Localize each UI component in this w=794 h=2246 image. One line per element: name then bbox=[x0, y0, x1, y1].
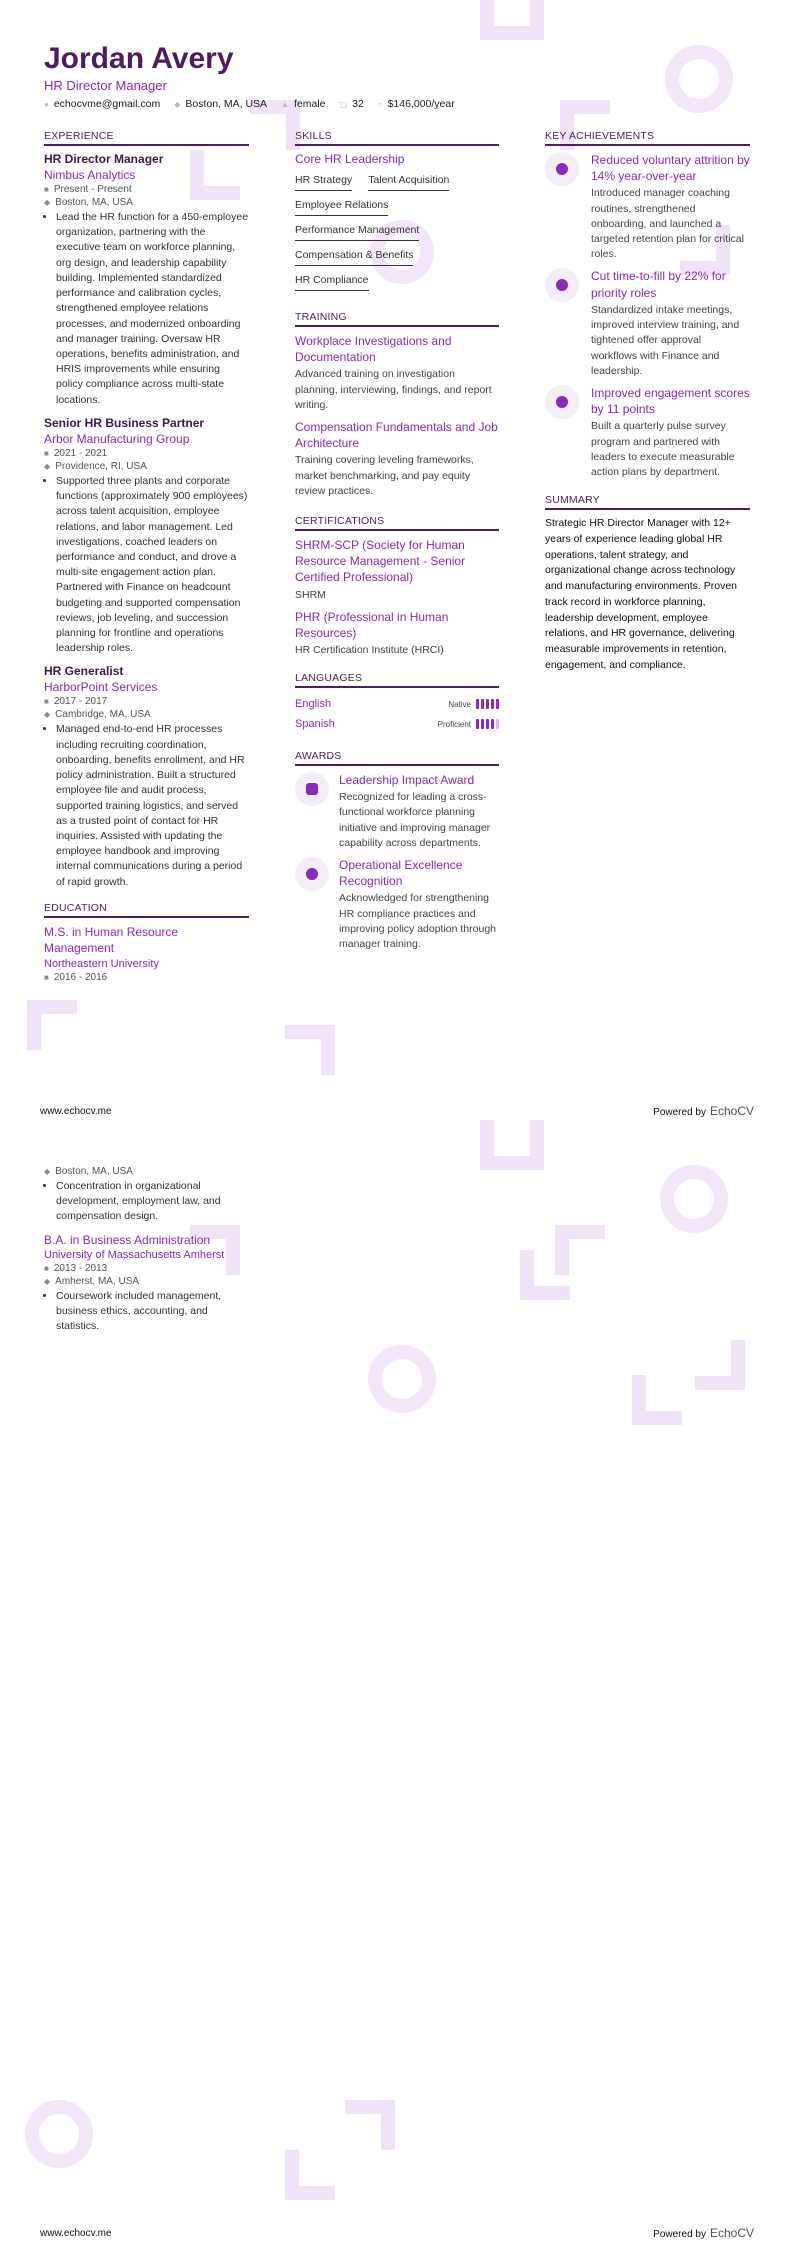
location-icon: ◆ bbox=[44, 198, 51, 207]
certification-title: PHR (Professional in Human Resources) bbox=[295, 609, 449, 640]
contact-email[interactable] bbox=[44, 98, 160, 110]
education-location bbox=[44, 1276, 249, 1287]
job-location-text: Providence, RI, USA bbox=[55, 460, 147, 472]
award-entry bbox=[295, 857, 499, 952]
job-dates-text: 2017 - 2017 bbox=[53, 696, 108, 708]
skills-list bbox=[295, 170, 499, 295]
award-entry bbox=[295, 772, 499, 851]
calendar-icon: ■ bbox=[44, 1263, 49, 1273]
section-title-education: EDUCATION bbox=[44, 902, 249, 918]
decor-corner bbox=[480, 0, 544, 40]
education-bullet: • Coursework included management, business ethics, accounting, and statistics. bbox=[56, 1289, 249, 1335]
certification-entry bbox=[295, 609, 499, 656]
certification-org: HR Certification Institute (HRCI) bbox=[295, 644, 444, 656]
job-title: HR Director Manager bbox=[44, 152, 164, 166]
job-location bbox=[44, 461, 249, 472]
language-name: English bbox=[295, 698, 332, 710]
language-level-text: Proficient bbox=[437, 719, 471, 729]
job-dates bbox=[44, 696, 249, 707]
level-dot bbox=[481, 719, 484, 729]
certification-org: SHRM bbox=[295, 588, 326, 601]
job-location bbox=[44, 709, 249, 720]
job-bullets bbox=[44, 722, 249, 889]
level-dot bbox=[486, 699, 489, 709]
achievement-entry bbox=[545, 385, 750, 480]
decor-corner bbox=[632, 1375, 682, 1425]
contact-gender-text: female bbox=[293, 98, 326, 110]
school-name: University of Massachusetts Amherst bbox=[44, 1248, 225, 1261]
award-description: Recognized for leading a cross-functional workforce planning initiative and improving manager capability across departments. bbox=[339, 791, 491, 849]
location-icon: ◆ bbox=[44, 461, 51, 471]
degree-title: M.S. in Human Resource Management bbox=[44, 924, 179, 956]
bug-icon bbox=[545, 268, 579, 302]
education-dates-text: 2013 - 2013 bbox=[53, 1262, 108, 1274]
achievement-title: Improved engagement scores by 11 points bbox=[591, 385, 750, 417]
education-location bbox=[44, 1166, 249, 1177]
skill-item: Compensation & Benefits bbox=[295, 245, 413, 266]
education-dates-text: 2016 - 2016 bbox=[53, 972, 108, 984]
powered-by bbox=[653, 1104, 754, 1118]
powered-by-label: Powered by bbox=[653, 2229, 706, 2240]
section-title-certifications: CERTIFICATIONS bbox=[295, 515, 499, 531]
education-bullets bbox=[44, 1289, 249, 1335]
level-dot bbox=[486, 719, 489, 729]
pie-chart-icon bbox=[545, 152, 579, 186]
job-entry bbox=[44, 416, 249, 657]
section-title-summary: SUMMARY bbox=[545, 494, 750, 510]
award-title: Leadership Impact Award bbox=[339, 773, 475, 787]
training-title: Compensation Fundamentals and Job Architecture bbox=[295, 420, 498, 451]
language-level bbox=[438, 719, 499, 729]
candidate-name: Jordan Avery bbox=[44, 42, 234, 75]
smile-icon bbox=[295, 857, 329, 891]
language-row bbox=[295, 694, 499, 714]
section-title-awards: AWARDS bbox=[295, 750, 499, 766]
decor-ring bbox=[368, 1345, 436, 1413]
footer-website-link[interactable]: www.echocv.me bbox=[40, 1105, 112, 1117]
footer-website-link[interactable]: www.echocv.me bbox=[40, 2227, 112, 2239]
clipboard-icon bbox=[295, 772, 329, 806]
contact-salary-text: $146,000/year bbox=[387, 98, 455, 110]
section-title-skills: SKILLS bbox=[295, 130, 499, 146]
level-dot bbox=[481, 699, 484, 709]
education-location-text: Boston, MA, USA bbox=[55, 1166, 133, 1177]
summary-text: Strategic HR Director Manager with 12+ years of experience leading global HR operations, talent strategy, and organizational change across technology and manufacturing environments. Proven track record in workforce planning, leadership development, employee relations, and HR governance, delivering measurable improvements in retention, engagement, and compliance. bbox=[545, 517, 738, 671]
job-title: HR Generalist bbox=[44, 664, 124, 679]
job-location-text: Cambridge, MA, USA bbox=[55, 709, 151, 721]
job-bullet: • Lead the HR function for a 450-employee organization, partnering with the executive team on workforce planning, org design, and leadership capability building. Implemented standardized performance and calibration cycles, strengthened employee relations processes, and modernized onboarding and manager training. Oversaw HR operations, benefits administration, and HRIS improvements while ensuring policy compliance across multi-state locations. bbox=[56, 210, 249, 408]
candidate-role: HR Director Manager bbox=[44, 78, 167, 93]
section-title-training: TRAINING bbox=[295, 311, 499, 327]
language-row bbox=[295, 714, 499, 734]
job-bullet: • Supported three plants and corporate functions (approximately 900 employees) across talent acquisition, employee relations, and labor management. Led investigations, coached leaders on performance and conduct, and drove a multi-site engagement action plan. Partnered with Finance on headcount budgeting and supported compensation reviews, job leveling, and succession planning for frontline and operations leadership roles. bbox=[56, 474, 249, 657]
location-icon: ◆ bbox=[44, 1276, 51, 1286]
award-description: Acknowledged for strengthening HR compliance practices and improving policy adoption through manager training. bbox=[339, 892, 497, 951]
decor-ring bbox=[25, 2100, 93, 2168]
decor-corner bbox=[285, 1025, 335, 1075]
job-dates-text: 2021 - 2021 bbox=[53, 447, 108, 459]
skill-item: Talent Acquisition bbox=[368, 170, 449, 191]
job-entry bbox=[44, 152, 249, 408]
company-name: Nimbus Analytics bbox=[44, 168, 136, 182]
skill-item: HR Strategy bbox=[295, 170, 352, 191]
award-title: Operational Excellence Recognition bbox=[339, 858, 463, 889]
calendar-icon: ▢ bbox=[339, 99, 348, 109]
language-name: Spanish bbox=[295, 718, 335, 730]
contact-salary bbox=[378, 98, 455, 110]
training-title: Workplace Investigations and Documentation bbox=[295, 334, 452, 365]
money-icon: ○ bbox=[377, 99, 383, 109]
level-dot bbox=[476, 719, 479, 729]
level-dot bbox=[496, 699, 499, 709]
language-level bbox=[448, 699, 499, 709]
education-bullets bbox=[44, 1179, 249, 1225]
left-column bbox=[44, 130, 249, 983]
decor-corner bbox=[285, 2150, 335, 2200]
middle-column bbox=[295, 130, 499, 952]
job-dates-text: Present - Present bbox=[53, 184, 132, 195]
language-level-dots bbox=[476, 699, 499, 709]
job-bullet: • Managed end-to-end HR processes including recruiting coordination, onboarding, benefits enrollment, and HR policy administration. Built a structured employee file and audit process, supported training logistics, and served as a trusted point of contact for HR inquiries. Assisted with updating the employee handbook and improving internal communications during a period of rapid growth. bbox=[56, 722, 249, 889]
contact-location-text: Boston, MA, USA bbox=[185, 98, 268, 110]
contact-email-text: echocvme@gmail.com bbox=[53, 98, 161, 110]
job-location-text: Boston, MA, USA bbox=[55, 197, 133, 208]
achievement-description: Built a quarterly pulse survey program and partnered with leaders to execute measurable action plans by department. bbox=[591, 420, 735, 478]
calendar-icon: ■ bbox=[44, 185, 49, 194]
job-title: Senior HR Business Partner bbox=[44, 415, 205, 430]
certification-entry bbox=[295, 537, 499, 601]
level-dot bbox=[496, 719, 499, 729]
company-name: Arbor Manufacturing Group bbox=[44, 431, 190, 446]
education-dates bbox=[44, 1263, 249, 1274]
calendar-icon: ■ bbox=[44, 448, 49, 458]
right-column bbox=[545, 130, 750, 674]
section-title-languages: LANGUAGES bbox=[295, 672, 499, 688]
company-name: HarborPoint Services bbox=[44, 680, 158, 695]
education-entry-continued bbox=[44, 1166, 249, 1225]
education-bullet: • Concentration in organizational development, employment law, and compensation design. bbox=[56, 1179, 249, 1225]
decor-corner bbox=[480, 1120, 544, 1170]
contact-age-text: 32 bbox=[352, 98, 364, 110]
powered-by-label: Powered by bbox=[653, 1107, 706, 1118]
section-title-experience: EXPERIENCE bbox=[44, 130, 249, 146]
brand-logo[interactable]: EchoCV bbox=[709, 2226, 754, 2240]
achievement-description: Standardized intake meetings, improved interview training, and tightened offer approval workflows with Finance and leadership. bbox=[591, 303, 740, 377]
location-icon: ◆ bbox=[44, 710, 51, 720]
contact-gender bbox=[281, 98, 325, 110]
calendar-icon: ■ bbox=[44, 973, 49, 983]
achievement-entry bbox=[545, 152, 750, 262]
skill-item: HR Compliance bbox=[295, 270, 369, 291]
page-footer bbox=[40, 2226, 754, 2240]
level-dot bbox=[491, 719, 494, 729]
skill-item: Performance Management bbox=[295, 220, 419, 241]
location-icon: ◆ bbox=[174, 99, 181, 109]
achievement-title: Reduced voluntary attrition by 14% year-over-year bbox=[591, 153, 750, 184]
job-dates bbox=[44, 184, 249, 195]
job-location bbox=[44, 197, 249, 208]
calendar-icon: ■ bbox=[44, 697, 49, 707]
decor-corner bbox=[27, 1000, 77, 1050]
decor-corner bbox=[520, 1250, 570, 1300]
school-name: Northeastern University bbox=[44, 958, 159, 971]
dollar-icon bbox=[545, 385, 579, 419]
language-level-text: Native bbox=[448, 699, 471, 709]
skills-category: Core HR Leadership bbox=[295, 152, 405, 166]
job-bullets bbox=[44, 474, 249, 657]
email-icon: ● bbox=[44, 99, 49, 109]
contact-location bbox=[174, 98, 267, 110]
language-level-dots bbox=[476, 719, 499, 729]
level-dot bbox=[476, 699, 479, 709]
certification-title: SHRM-SCP (Society for Human Resource Management - Senior Certified Professional) bbox=[295, 538, 466, 585]
degree-title: B.A. in Business Administration bbox=[44, 1232, 211, 1247]
job-entry bbox=[44, 664, 249, 889]
decor-corner bbox=[345, 2100, 395, 2150]
education-location-text: Amherst, MA, USA bbox=[55, 1275, 140, 1287]
level-dot bbox=[491, 699, 494, 709]
training-description: Training covering leveling frameworks, market benchmarking, and pay equity review practices. bbox=[295, 454, 474, 497]
education-dates bbox=[44, 972, 249, 983]
skill-item: Employee Relations bbox=[295, 195, 388, 216]
decor-ring bbox=[665, 45, 733, 113]
page-footer bbox=[40, 1104, 754, 1118]
training-entry bbox=[295, 333, 499, 413]
job-bullets bbox=[44, 210, 249, 408]
brand-logo[interactable]: EchoCV bbox=[709, 1104, 754, 1118]
achievement-description: Introduced manager coaching routines, strengthened onboarding, and launched a targeted retention plan for critical roles. bbox=[591, 187, 744, 261]
training-description: Advanced training on investigation planning, interviewing, findings, and report writing. bbox=[295, 368, 492, 411]
section-title-achievements: KEY ACHIEVEMENTS bbox=[545, 130, 750, 146]
achievement-entry bbox=[545, 268, 750, 378]
contact-bar bbox=[44, 98, 455, 110]
education-entry bbox=[44, 1233, 249, 1335]
person-icon: ▲ bbox=[281, 99, 289, 109]
decor-corner bbox=[695, 1340, 745, 1390]
job-dates bbox=[44, 448, 249, 459]
location-icon: ◆ bbox=[44, 1167, 51, 1176]
left-column-continued bbox=[44, 1164, 249, 1342]
education-entry bbox=[44, 924, 249, 983]
powered-by bbox=[653, 2226, 754, 2240]
contact-age bbox=[340, 98, 364, 110]
training-entry bbox=[295, 419, 499, 499]
decor-ring bbox=[660, 1165, 728, 1233]
achievement-title: Cut time-to-fill by 22% for priority roles bbox=[591, 269, 726, 300]
